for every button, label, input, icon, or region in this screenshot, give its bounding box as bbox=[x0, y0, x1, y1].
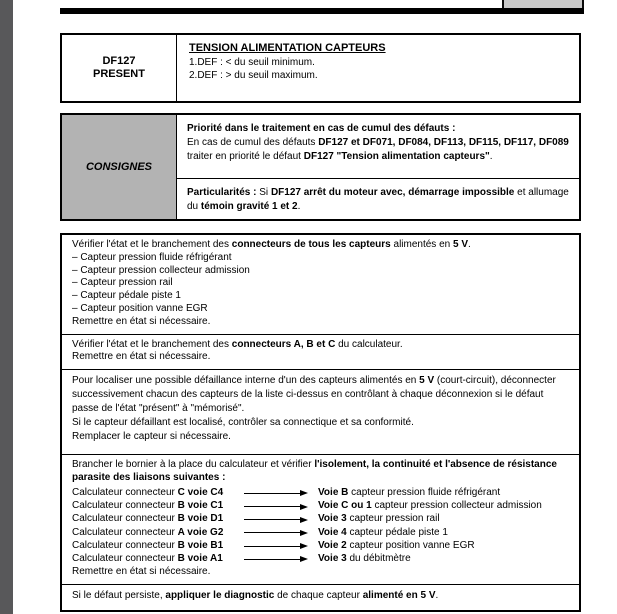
arrow-right-icon bbox=[244, 504, 308, 510]
procedure-step-check-sensors bbox=[62, 235, 579, 335]
check-ecu-line2: Remettre en état si nécessaire. bbox=[72, 351, 211, 363]
fault-code-cell bbox=[62, 35, 177, 101]
sensor-list-item: – Capteur position vanne EGR bbox=[72, 302, 208, 314]
priority-cell bbox=[177, 115, 579, 179]
consignes-content bbox=[177, 115, 579, 219]
bornier-outro: Remettre en état si nécessaire. bbox=[72, 565, 211, 577]
fault-status: PRESENT bbox=[93, 68, 145, 80]
priority-line2: En cas de cumul des défauts DF127 et DF071, DF084, DF113, DF115, DF117, DF089 bbox=[187, 137, 569, 148]
pin-mapping-row bbox=[72, 513, 569, 526]
arrow-right-icon bbox=[244, 490, 308, 496]
sensor-list-item: – Capteur pression fluide réfrigérant bbox=[72, 251, 232, 263]
sensor-list-item: – Capteur pression rail bbox=[72, 277, 173, 289]
consignes-box bbox=[60, 113, 581, 221]
procedure-step-check-ecu bbox=[62, 335, 579, 371]
procedure-step-persist bbox=[62, 585, 579, 610]
def-line-2: 2.DEF : > du seuil maximum. bbox=[189, 70, 318, 81]
pin-mapping-row bbox=[72, 487, 569, 500]
pin-mapping-table bbox=[72, 487, 569, 566]
sensor-pin: Voie 4 capteur pédale piste 1 bbox=[318, 526, 448, 538]
sensor-pin: Voie 2 capteur position vanne EGR bbox=[318, 539, 475, 551]
localize-line3: Remplacer le capteur si nécessaire. bbox=[72, 431, 231, 443]
pin-mapping-row bbox=[72, 553, 569, 566]
fault-title: TENSION ALIMENTATION CAPTEURS bbox=[189, 42, 386, 54]
consignes-label: CONSIGNES bbox=[85, 161, 152, 173]
fault-code: DF127 bbox=[102, 55, 136, 67]
pin-mapping-row bbox=[72, 540, 569, 553]
bornier-intro: Brancher le bornier à la place du calculateur et vérifier l'isolement, la continuité et l'absence de résistance parasite des liaisons suivantes : bbox=[72, 459, 557, 483]
arrow-right-icon bbox=[244, 556, 308, 562]
check-sensors-outro: Remettre en état si nécessaire. bbox=[72, 315, 211, 327]
sensor-pin: Voie 3 capteur pression rail bbox=[318, 513, 440, 525]
header-rule bbox=[60, 8, 584, 14]
priority-heading: Priorité dans le traitement en cas de cumul des défauts : bbox=[187, 123, 456, 134]
sensor-list-item: – Capteur pédale piste 1 bbox=[72, 290, 181, 302]
pin-mapping-row bbox=[72, 500, 569, 513]
localize-paragraph: Pour localiser une possible défaillance interne d'un des capteurs alimentés en 5 V (court-circuit), déconnecter successivement chacun des capteurs de la liste ci-dessus en contrôlant à chaque déconnexion si le défaut passe de l'état "présent" à "mémorisé". bbox=[72, 375, 556, 415]
sensor-pin: Voie C ou 1 capteur pression collecteur admission bbox=[318, 500, 542, 512]
pin-mapping-row bbox=[72, 526, 569, 539]
priority-line3: traiter en priorité le défaut DF127 "Tension alimentation capteurs". bbox=[187, 151, 493, 162]
check-sensors-intro: Vérifier l'état et le branchement des connecteurs de tous les capteurs alimentés en 5 V. bbox=[72, 239, 471, 250]
arrow-right-icon bbox=[244, 517, 308, 523]
sensor-list-item: – Capteur pression collecteur admission bbox=[72, 264, 250, 276]
procedure-step-localize bbox=[62, 370, 579, 455]
ecu-pin: Calculateur connecteur B voie D1 bbox=[72, 513, 224, 525]
fault-header-box bbox=[60, 33, 581, 103]
ecu-pin: Calculateur connecteur C voie C4 bbox=[72, 486, 224, 498]
arrow-right-icon bbox=[244, 530, 308, 536]
localize-line2: Si le capteur défaillant est localisé, contrôler sa connectique et sa conformité. bbox=[72, 417, 414, 429]
arrow-right-icon bbox=[244, 543, 308, 549]
sensor-pin: Voie B capteur pression fluide réfrigérant bbox=[318, 486, 501, 498]
def-line-1: 1.DEF : < du seuil minimum. bbox=[189, 57, 315, 68]
ecu-pin: Calculateur connecteur B voie A1 bbox=[72, 552, 223, 564]
ecu-pin: Calculateur connecteur A voie G2 bbox=[72, 526, 224, 538]
persist-line: Si le défaut persiste, appliquer le diagnostic de chaque capteur alimenté en 5 V. bbox=[72, 590, 439, 602]
sensor-pin: Voie 3 du débitmètre bbox=[318, 552, 411, 564]
ecu-pin: Calculateur connecteur B voie B1 bbox=[72, 539, 224, 551]
check-ecu-line1: Vérifier l'état et le branchement des connecteurs A, B et C du calculateur. bbox=[72, 338, 403, 350]
procedure-step-bornier bbox=[62, 455, 579, 585]
consignes-label-cell bbox=[62, 115, 177, 219]
ecu-pin: Calculateur connecteur B voie C1 bbox=[72, 500, 224, 512]
fault-title-cell bbox=[177, 35, 579, 101]
particularites-cell: Particularités : Si DF127 arrêt du moteur avec, démarrage impossible et allumage du témoin gravité 1 et 2. bbox=[187, 187, 569, 212]
procedure-table bbox=[60, 233, 581, 612]
left-edge-strip bbox=[0, 0, 13, 614]
